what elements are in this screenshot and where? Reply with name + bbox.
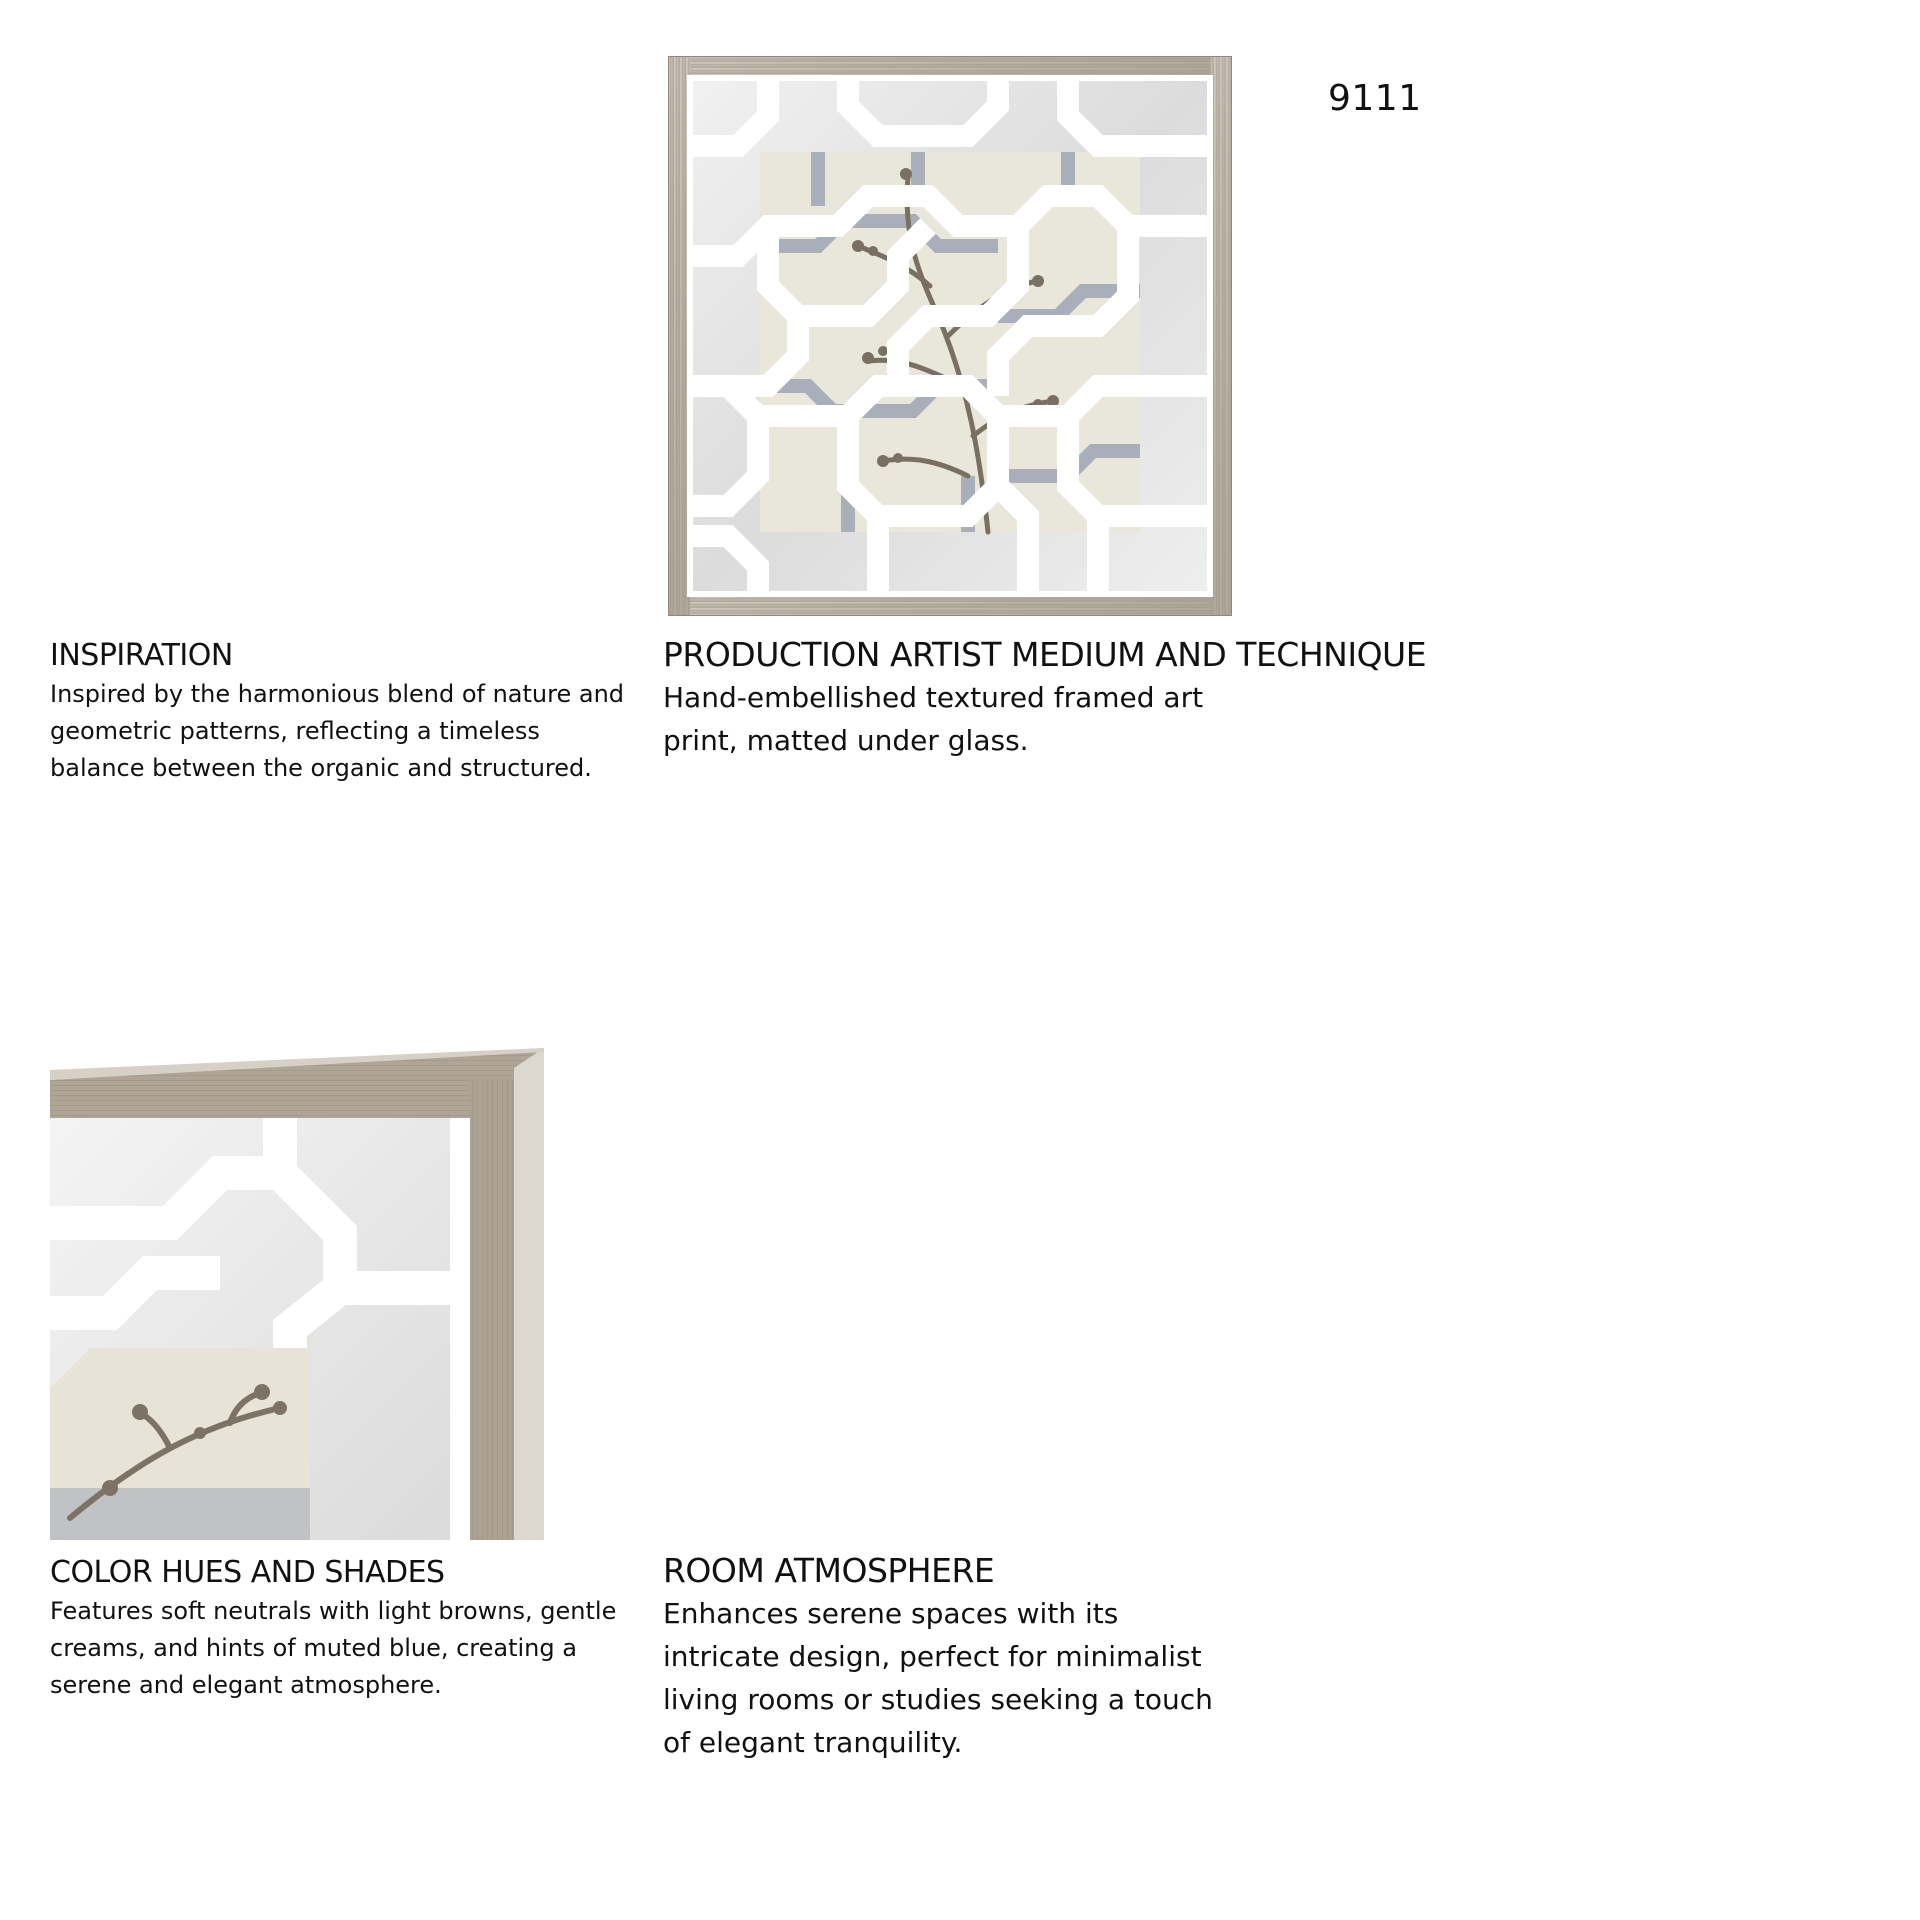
inspiration-section (50, 636, 650, 787)
production-section (663, 634, 1563, 762)
room-body: Enhances serene spaces with its intricate design, perfect for minimalist living rooms or studies seeking a touch of elegant tranquility. (663, 1597, 1213, 1759)
production-body: Hand-embellished textured framed art print, matted under glass. (663, 681, 1204, 757)
product-image (668, 56, 1232, 616)
inspiration-body: Inspired by the harmonious blend of nature and geometric patterns, reflecting a timeless balance between the organic and structured. (50, 680, 625, 782)
detail-image (50, 1048, 544, 1540)
room-heading: ROOM ATMOSPHERE (663, 1551, 995, 1590)
color-section (50, 1553, 650, 1704)
color-body: Features soft neutrals with light browns, gentle creams, and hints of muted blue, creating a serene and elegant atmosphere. (50, 1597, 617, 1699)
product-sku: 9111 (1328, 78, 1422, 119)
room-section (663, 1550, 1283, 1764)
color-heading: COLOR HUES AND SHADES (50, 1555, 445, 1590)
production-heading: PRODUCTION ARTIST MEDIUM AND TECHNIQUE (663, 635, 1427, 674)
inspiration-heading: INSPIRATION (50, 638, 233, 673)
